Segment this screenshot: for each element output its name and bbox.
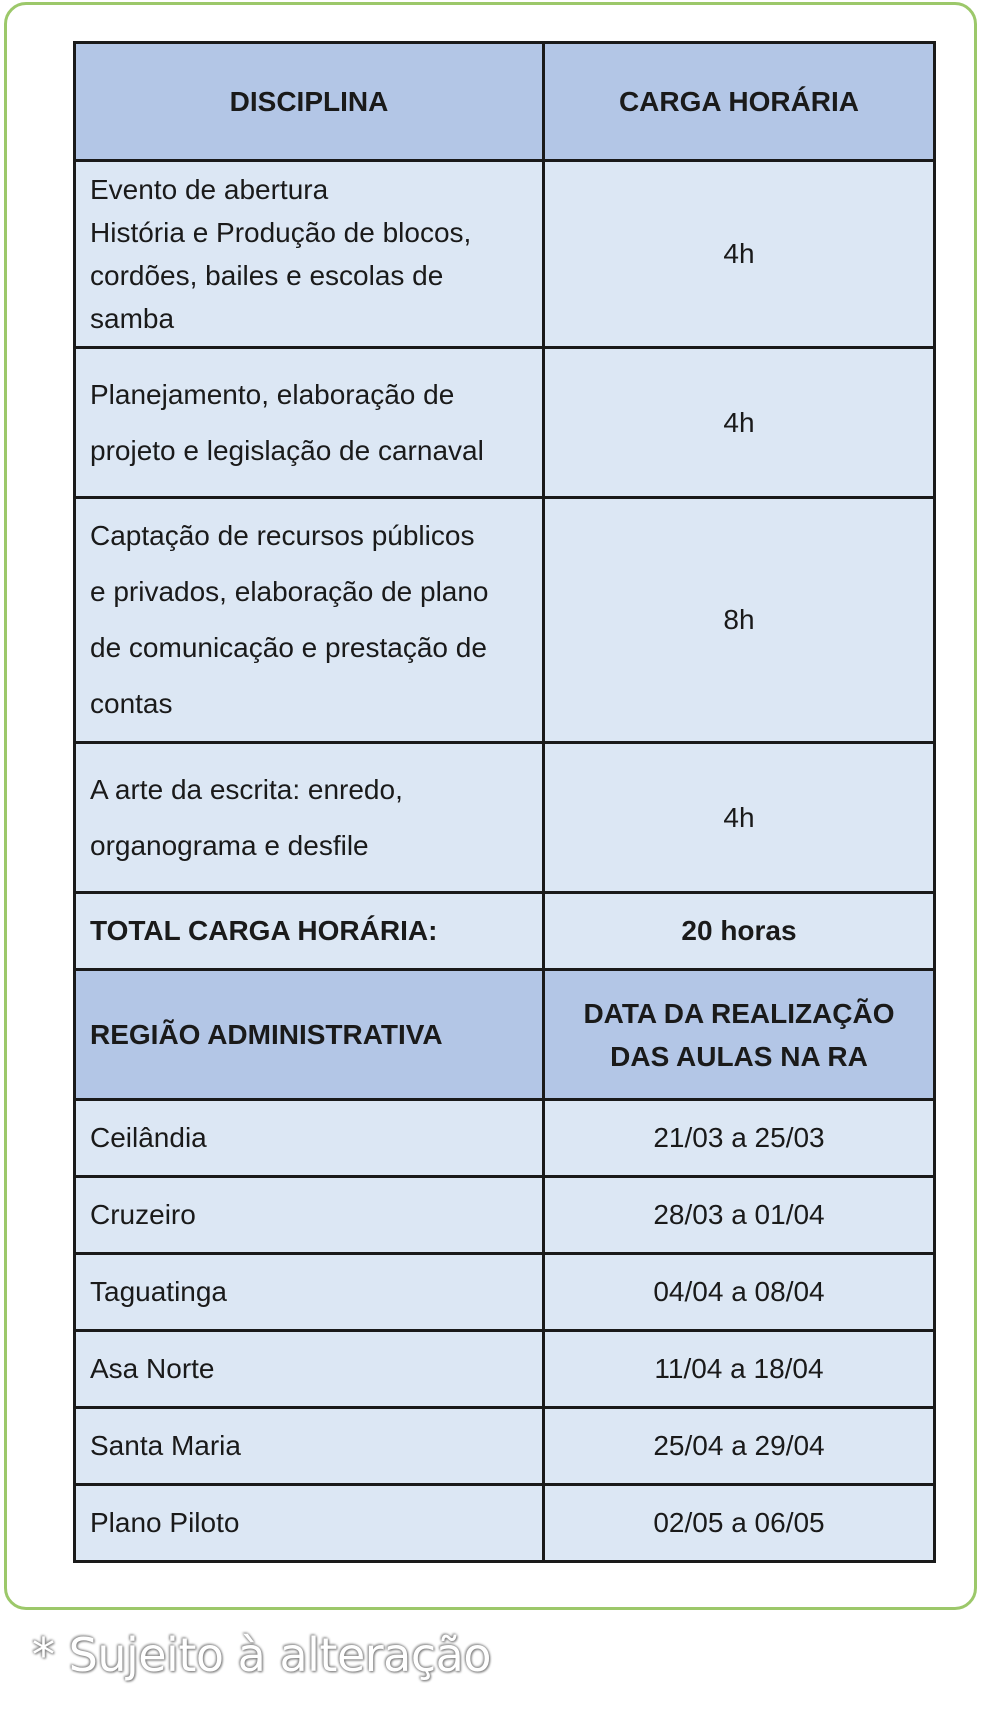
table-row: [75, 1485, 935, 1562]
region-cell: Plano Piloto: [75, 1485, 544, 1562]
dates-cell: 25/04 a 29/04: [544, 1408, 935, 1485]
table-row: [75, 1254, 935, 1331]
hours-cell: 4h: [544, 348, 935, 498]
header-data-realizacao: [544, 970, 935, 1100]
total-row: [75, 893, 935, 970]
discipline-line: contas: [90, 688, 173, 719]
dates-cell: 04/04 a 08/04: [544, 1254, 935, 1331]
region-cell: Santa Maria: [75, 1408, 544, 1485]
region-cell: Asa Norte: [75, 1331, 544, 1408]
discipline-line: Evento de abertura: [90, 174, 329, 205]
header-row-2: [75, 970, 935, 1100]
discipline-line: História e Produção de blocos,: [90, 217, 472, 248]
total-label: TOTAL CARGA HORÁRIA:: [75, 893, 544, 970]
total-value: 20 horas: [544, 893, 935, 970]
course-table: [73, 41, 936, 1563]
discipline-line: organograma e desfile: [90, 829, 369, 861]
discipline-line: cordões, bailes e escolas de: [90, 260, 444, 291]
discipline-line: de comunicação e prestação de: [90, 632, 487, 663]
dates-cell: 02/05 a 06/05: [544, 1485, 935, 1562]
dates-cell: 11/04 a 18/04: [544, 1331, 935, 1408]
discipline-line: Planejamento, elaboração de: [90, 378, 455, 410]
discipline-line: projeto e legislação de carnaval: [90, 434, 484, 466]
discipline-cell: [75, 743, 544, 893]
hours-cell: 8h: [544, 498, 935, 743]
table-row: [75, 498, 935, 743]
discipline-line: A arte da escrita: enredo,: [90, 773, 403, 805]
hours-cell: 4h: [544, 743, 935, 893]
table-row: [75, 348, 935, 498]
schedule-card: [4, 2, 977, 1610]
discipline-line: Captação de recursos públicos: [90, 520, 475, 551]
header-carga-horaria: CARGA HORÁRIA: [544, 43, 935, 161]
dates-cell: 21/03 a 25/03: [544, 1100, 935, 1177]
discipline-cell: [75, 348, 544, 498]
table-row: [75, 1408, 935, 1485]
table-row: [75, 1100, 935, 1177]
discipline-line: samba: [90, 303, 175, 334]
header-row: [75, 43, 935, 161]
region-cell: Cruzeiro: [75, 1177, 544, 1254]
dates-cell: 28/03 a 01/04: [544, 1177, 935, 1254]
header-regiao: REGIÃO ADMINISTRATIVA: [75, 970, 544, 1100]
table-row: [75, 1177, 935, 1254]
table-row: [75, 161, 935, 348]
header-disciplina: DISCIPLINA: [75, 43, 544, 161]
discipline-cell: [75, 161, 544, 348]
hours-cell: 4h: [544, 161, 935, 348]
table-row: [75, 743, 935, 893]
discipline-line: e privados, elaboração de plano: [90, 576, 489, 607]
header-line: DAS AULAS NA RA: [610, 1040, 868, 1072]
table-row: [75, 1331, 935, 1408]
header-line: DATA DA REALIZAÇÃO: [583, 997, 895, 1029]
footnote: * Sujeito à alteração: [32, 1628, 491, 1682]
discipline-cell: [75, 498, 544, 743]
region-cell: Ceilândia: [75, 1100, 544, 1177]
region-cell: Taguatinga: [75, 1254, 544, 1331]
